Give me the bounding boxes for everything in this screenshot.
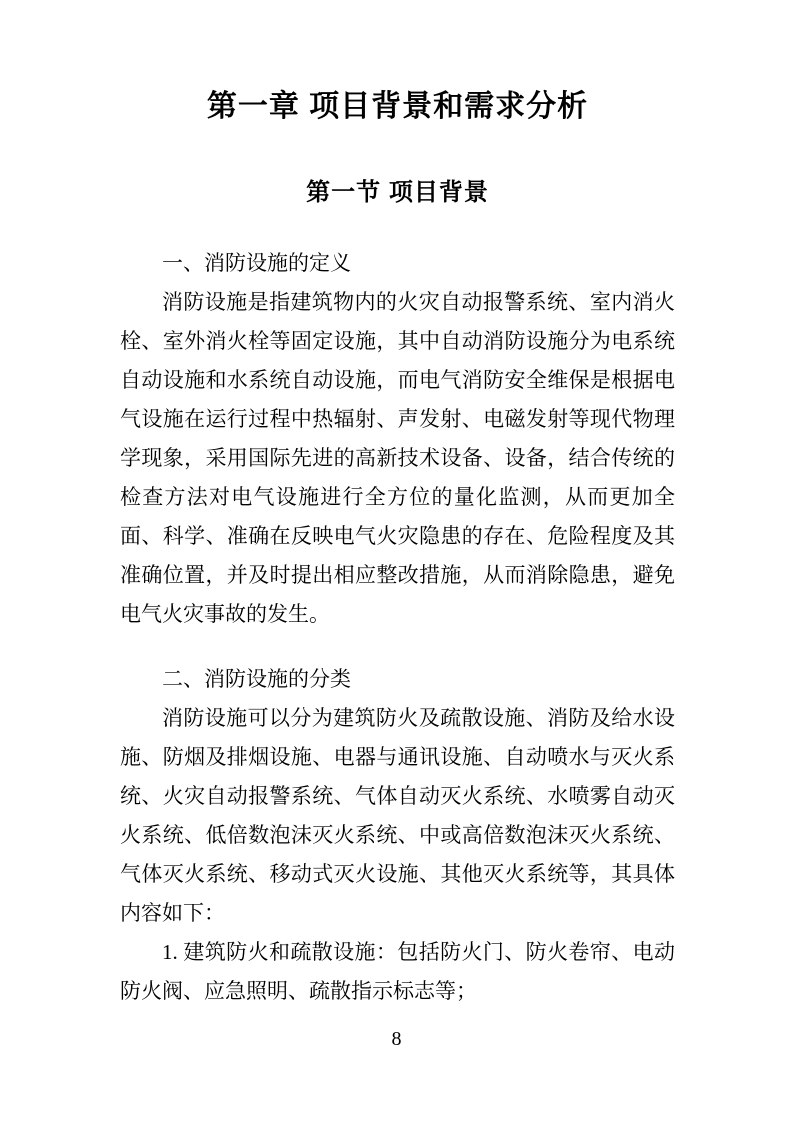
subheading-fire-facility-definition: 一、消防设施的定义: [162, 251, 351, 275]
page-number: 8: [391, 1028, 402, 1050]
paragraph-fire-facility-classification: 消防设施可以分为建筑防火及疏散设施、消防及给水设施、防烟及排烟设施、电器与通讯设施、自动喷水与灭火系统、火灾自动报警系统、气体自动灭火系统、水喷雾自动灭火系统、低倍数泡沫灭火系统、中或高倍数泡沫灭火系统、气体灭火系统、移动式灭火设施、其他灭火系统等，其具体内容如下：: [120, 706, 675, 925]
list-item-building-fireproof-facilities: 1. 建筑防火和疏散设施：包括防火门、防火卷帘、电动防火阀、应急照明、疏散指示标志等；: [120, 940, 675, 1003]
chapter-title: 第一章 项目背景和需求分析: [206, 90, 589, 123]
section-title: 第一节 项目背景: [306, 179, 489, 206]
paragraph-fire-facility-definition: 消防设施是指建筑物内的火灾自动报警系统、室内消火栓、室外消火栓等固定设施，其中自动消防设施分为电系统自动设施和水系统自动设施，而电气消防安全维保是根据电气设施在运行过程中热辐射、声发射、电磁发射等现代物理学现象，采用国际先进的高新技术设备、设备，结合传统的检查方法对电气设施进行全方位的量化监测，从而更加全面、科学、准确在反映电气火灾隐患的存在、危险程度及其准确位置，并及时提出相应整改措施，从而消除隐患，避免电气火灾事故的发生。: [120, 290, 675, 626]
subheading-fire-facility-classification: 二、消防设施的分类: [162, 667, 351, 691]
